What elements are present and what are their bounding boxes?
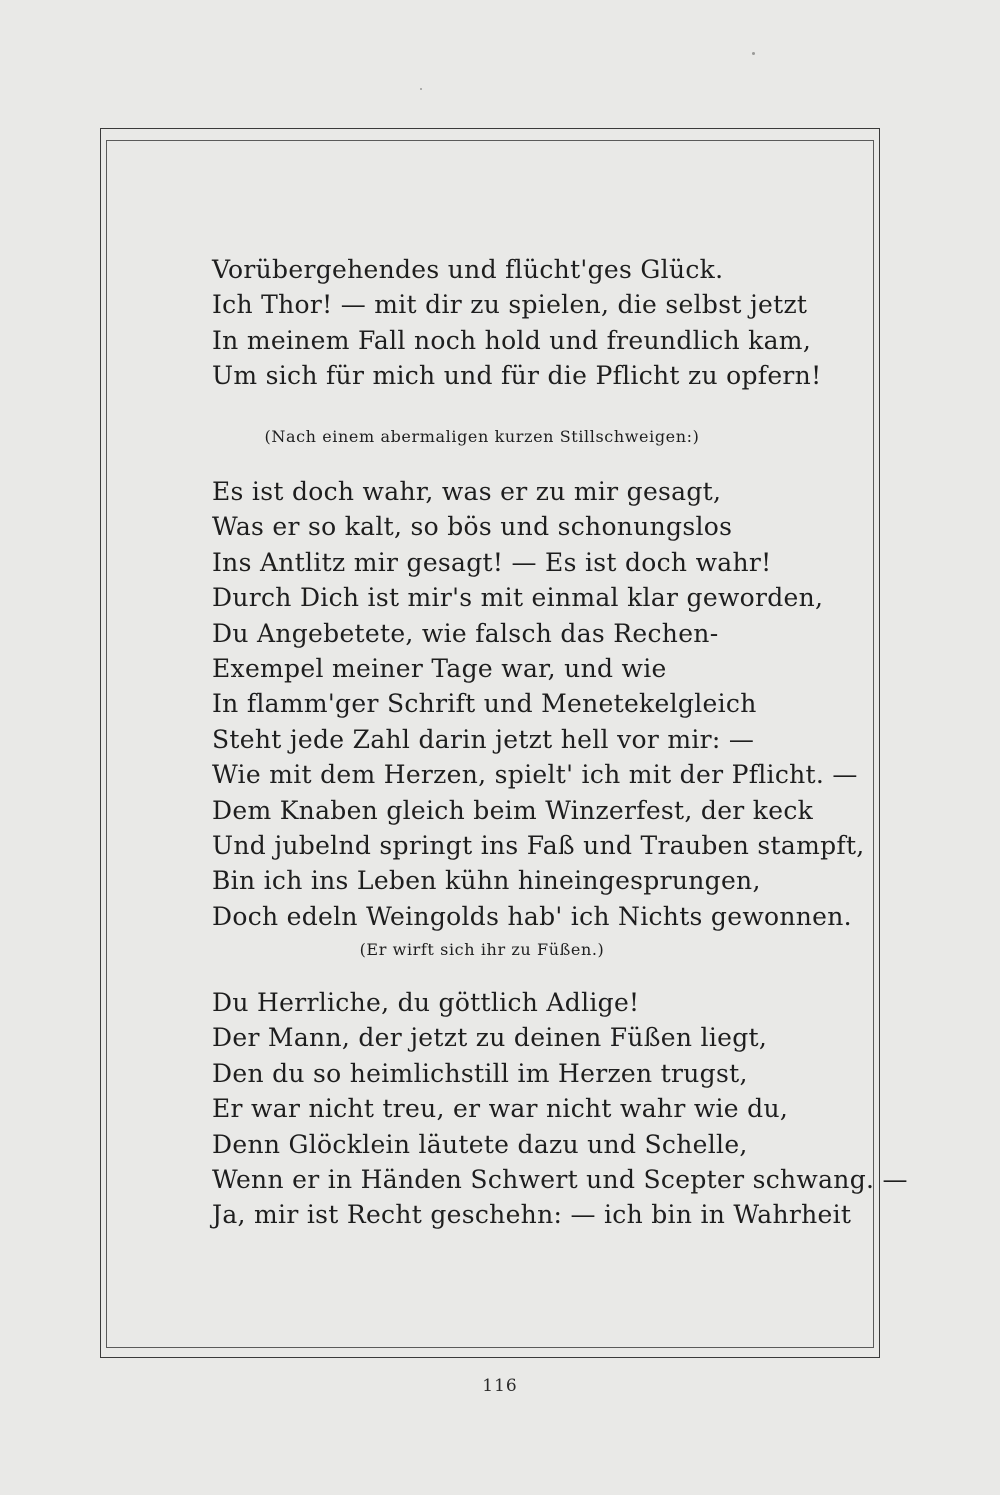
verse-line: Ja, mir ist Recht geschehn: — ich bin in Wahrheit [212,1200,852,1230]
verse-line: Bin ich ins Leben kühn hineingesprungen, [212,866,761,896]
verse-line: Um sich für mich und für die Pflicht zu opfern! [212,361,822,391]
verse-line: Du Angebetete, wie falsch das Rechen- [212,618,719,648]
stage-direction: (Er wirft sich ihr zu Füßen.) [359,940,605,959]
page-number: 116 [482,1376,518,1396]
verse-line: Ins Antlitz mir gesagt! — Es ist doch wahr! [212,547,772,577]
verse-line: Und jubelnd springt ins Faß und Trauben stampft, [212,830,865,860]
verse-line: Durch Dich ist mir's mit einmal klar geworden, [212,583,824,613]
paper-speck [752,52,755,55]
verse-line: Steht jede Zahl darin jetzt hell vor mir: — [212,724,755,754]
verse-line: Wenn er in Händen Schwert und Scepter schwang. — [212,1164,908,1194]
verse-line: Du Herrliche, du göttlich Adlige! [212,988,640,1017]
verse-line: Ich Thor! — mit dir zu spielen, die selbst jetzt [212,290,808,320]
verse-block-3 [212,985,908,1233]
verse-line: In flamm'ger Schrift und Menetekelgleich [212,689,757,719]
verse-block-1 [212,252,821,394]
verse-line: Dem Knaben gleich beim Winzerfest, der keck [212,795,814,825]
verse-line: Es ist doch wahr, was er zu mir gesagt, [212,477,722,506]
verse-line: Der Mann, der jetzt zu deinen Füßen liegt, [212,1023,768,1053]
verse-line: In meinem Fall noch hold und freundlich kam, [212,325,812,355]
stage-direction: (Nach einem abermaligen kurzen Stillschweigen:) [264,427,700,446]
verse-line: Exempel meiner Tage war, und wie [212,653,667,683]
verse-line: Vorübergehendes und flücht'ges Glück. [212,255,724,284]
paper-speck [420,88,422,90]
verse-block-2 [212,474,865,934]
verse-line: Was er so kalt, so bös und schonungslos [212,512,733,542]
verse-line: Er war nicht treu, er war nicht wahr wie du, [212,1094,789,1124]
verse-line: Wie mit dem Herzen, spielt' ich mit der Pflicht. — [212,760,858,790]
verse-line: Den du so heimlichstill im Herzen trugst, [212,1058,748,1088]
verse-line: Doch edeln Weingolds hab' ich Nichts gewonnen. [212,901,852,931]
verse-line: Denn Glöcklein läutete dazu und Schelle, [212,1129,748,1159]
